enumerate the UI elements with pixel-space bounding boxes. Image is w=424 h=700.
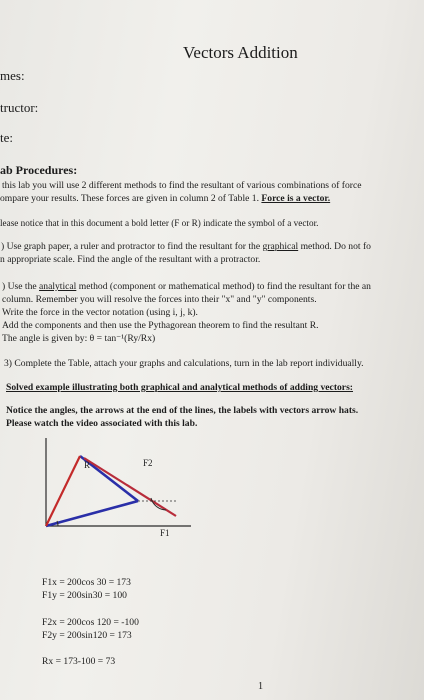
step-2-line-2: column. Remember you will resolve the forces into their "x" and "y" components. (2, 294, 317, 305)
intro-line-2 (0, 193, 330, 204)
f1-vector (46, 501, 138, 526)
step-2-line-1 (2, 281, 371, 292)
instructor-label: tructor: (0, 100, 39, 115)
label-r: R (84, 460, 91, 470)
f2-translated-vector (84, 458, 176, 516)
force-vector-note: Force is a vector. (261, 193, 331, 204)
label-f1: F1 (160, 528, 170, 538)
solved-example-heading: Solved example illustrating both graphical and analytical methods of adding vectors: (6, 382, 353, 393)
step-1-line-2: n appropriate scale. Find the angle of the resultant with a protractor. (0, 254, 261, 265)
step-2-text-end: method (component or mathematical method) to find the resultant for the an (76, 281, 371, 292)
intro-line-1: this lab you will use 2 different methods to find the resultant of various combinations of force (2, 180, 362, 191)
step-2-line-4: Add the components and then use the Pythagorean theorem to find the resultant R. (2, 320, 319, 331)
step-1-line-1 (1, 241, 371, 252)
step-2-text: ) Use the (2, 281, 40, 292)
step-1-text: ) Use graph paper, a ruler and protractor to find the resultant for the (1, 241, 263, 252)
step-3-line: 3) Complete the Table, attach your graphs and calculations, turn in the lab report individually. (4, 358, 364, 369)
page-title: Vectors Addition (183, 43, 298, 62)
equation-f2y: F2y = 200sin120 = 173 (42, 630, 132, 641)
analytical-word: analytical (39, 281, 77, 292)
equation-f1y: F1y = 200sin30 = 100 (42, 590, 127, 601)
step-2-line-3: Write the force in the vector notation (using i, j, k). (2, 307, 198, 318)
equation-rx: Rx = 173-100 = 73 (42, 656, 116, 667)
equation-f1x: F1x = 200cos 30 = 173 (42, 577, 131, 588)
page-number: 1 (258, 681, 264, 692)
date-label: te: (0, 130, 13, 145)
intro-line-2-text: ompare your results. These forces are given in column 2 of Table 1. (0, 193, 259, 204)
label-f2: F2 (143, 458, 153, 468)
resultant-vector (46, 456, 80, 526)
names-label: mes: (0, 68, 25, 83)
vector-addition-figure (26, 428, 206, 558)
notice-angles-line-1: Notice the angles, the arrows at the end of the lines, the labels with vectors arrow hats. (6, 405, 359, 416)
step-2-line-5: The angle is given by: θ = tan⁻¹(Ry/Rx) (2, 333, 156, 344)
lab-procedures-heading: ab Procedures: (0, 163, 78, 177)
equation-f2x: F2x = 200cos 120 = -100 (42, 617, 139, 628)
graphical-word: graphical (262, 241, 299, 252)
notice-angles-line-2: Please watch the video associated with this lab. (6, 418, 198, 429)
notice-bold-symbols: lease notice that in this document a bold letter (F or R) indicate the symbol of a vector. (0, 218, 319, 228)
step-1-text-end: method. Do not fo (298, 241, 371, 252)
